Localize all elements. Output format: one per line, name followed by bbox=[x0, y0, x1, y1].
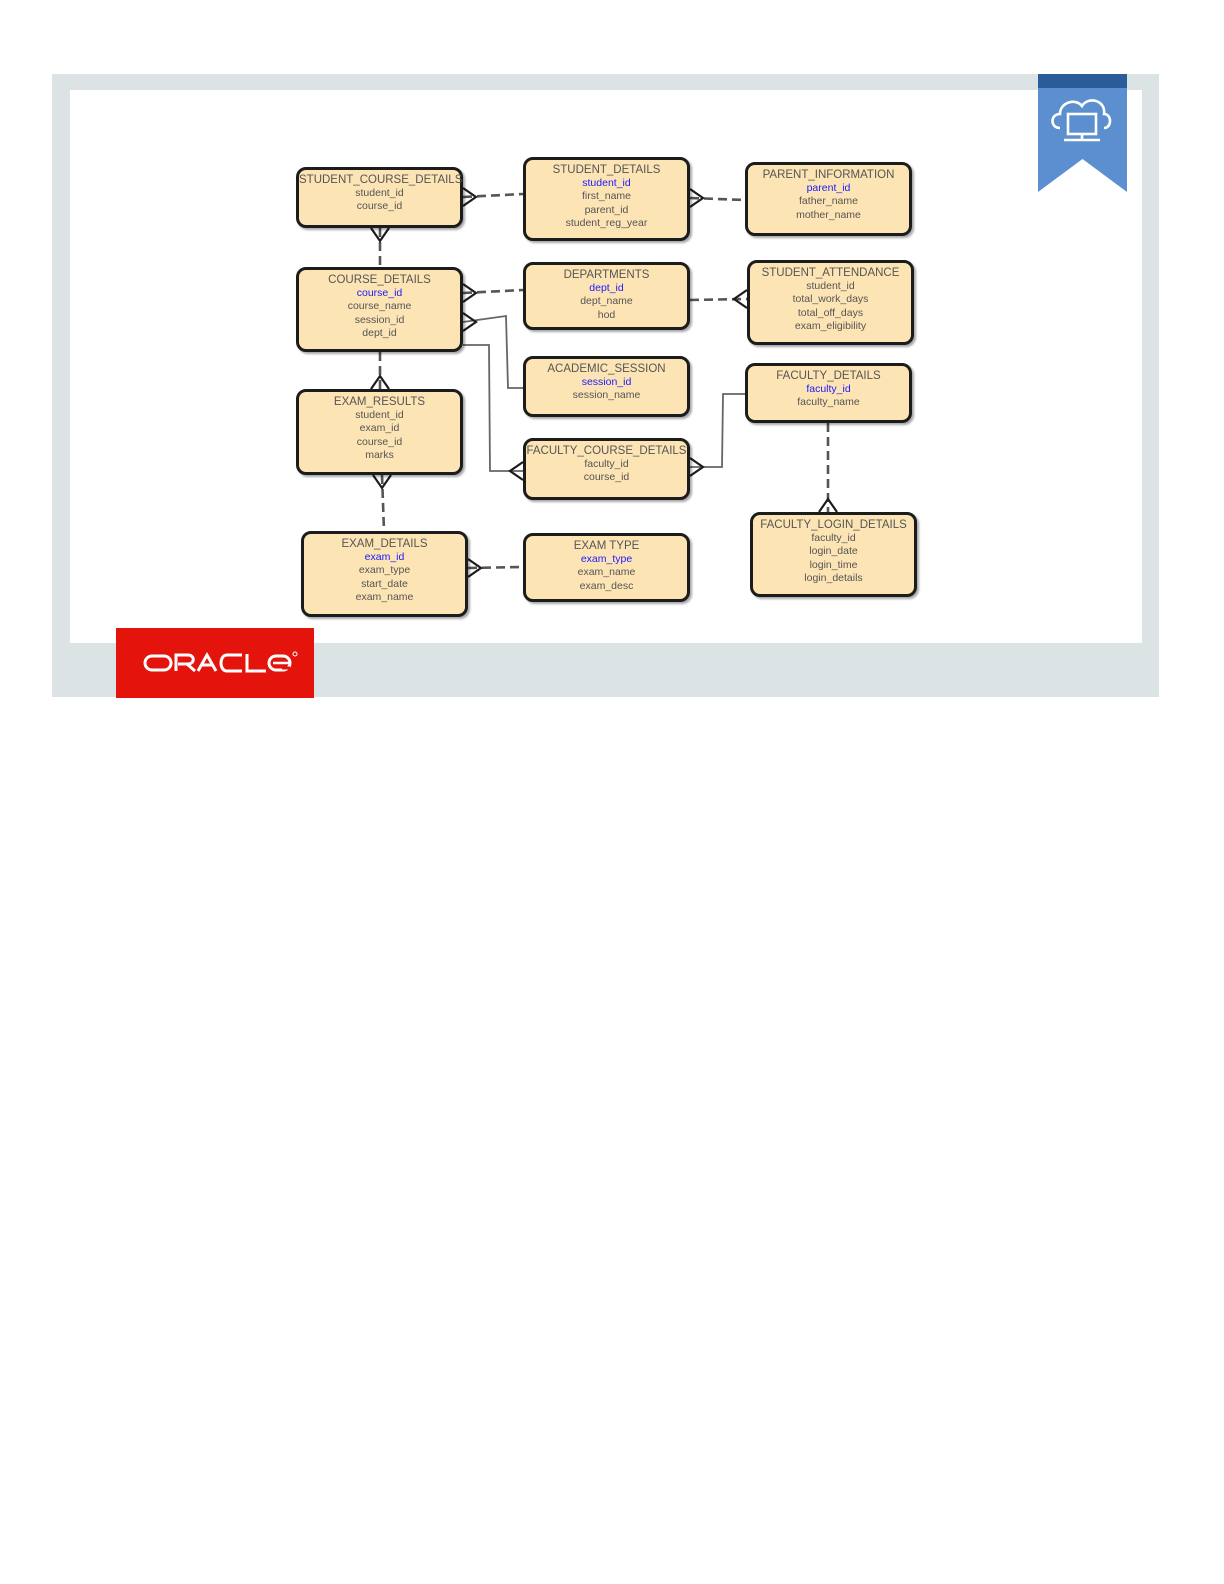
entity-attribute: session_name bbox=[572, 389, 641, 402]
entity-name: STUDENT_DETAILS bbox=[552, 164, 661, 176]
primary-key-attribute: course_id bbox=[356, 287, 403, 299]
entity-attribute: hod bbox=[597, 308, 616, 321]
entity-name: STUDENT_ATTENDANCE bbox=[761, 267, 900, 279]
entity-name: FACULTY_LOGIN_DETAILS bbox=[760, 519, 907, 531]
entity-student-attendance[interactable] bbox=[747, 260, 914, 345]
entity-academic-session[interactable] bbox=[523, 356, 690, 417]
entity-faculty-login-details[interactable] bbox=[750, 512, 917, 597]
entity-attribute: student_id bbox=[355, 409, 404, 421]
entity-name: DEPARTMENTS bbox=[563, 269, 650, 281]
entity-attribute: exam_name bbox=[577, 566, 636, 579]
relationship-fd-fcd bbox=[690, 394, 745, 467]
entity-attribute: dept_id bbox=[362, 326, 397, 339]
entity-name: EXAM_RESULTS bbox=[333, 396, 426, 408]
entity-attribute: student_id bbox=[355, 187, 404, 199]
entity-attribute: session_id bbox=[354, 313, 405, 326]
entity-attribute: exam_eligibility bbox=[794, 319, 867, 332]
entity-name: EXAM_DETAILS bbox=[341, 538, 428, 550]
relationship-er-ed bbox=[382, 475, 384, 531]
primary-key-attribute: parent_id bbox=[806, 182, 851, 194]
entity-attribute: login_date bbox=[809, 545, 858, 558]
entity-attribute: login_time bbox=[809, 558, 858, 571]
entity-faculty-course-details[interactable] bbox=[523, 438, 690, 500]
entity-exam-type[interactable] bbox=[523, 533, 690, 602]
relationship-cd-fcd bbox=[463, 345, 523, 471]
entity-name: FACULTY_COURSE_DETAILS bbox=[526, 445, 687, 457]
primary-key-attribute: dept_id bbox=[589, 282, 624, 294]
entity-attribute: marks bbox=[365, 448, 394, 461]
entity-attribute: exam_name bbox=[355, 590, 414, 603]
primary-key-attribute: exam_type bbox=[580, 553, 633, 565]
entity-attribute: course_id bbox=[356, 200, 403, 213]
entity-departments[interactable] bbox=[523, 262, 690, 330]
entity-student-details[interactable] bbox=[523, 157, 690, 241]
entity-attribute: exam_type bbox=[358, 564, 411, 577]
entity-name: STUDENT_COURSE_DETAILS bbox=[299, 174, 463, 186]
primary-key-attribute: exam_id bbox=[364, 551, 405, 563]
entity-course-details[interactable] bbox=[296, 267, 463, 352]
entity-attribute: course_id bbox=[356, 435, 403, 448]
entity-attribute: parent_id bbox=[584, 203, 629, 216]
entity-parent-information[interactable] bbox=[745, 162, 912, 236]
relationship-cd-as bbox=[463, 316, 523, 388]
entity-attribute: course_name bbox=[347, 300, 412, 313]
relationship-sd-pi bbox=[690, 198, 745, 200]
entity-name: ACADEMIC_SESSION bbox=[547, 363, 666, 375]
entity-attribute: student_id bbox=[806, 280, 855, 292]
entity-attribute: login_details bbox=[804, 571, 863, 584]
entity-attribute: start_date bbox=[361, 577, 408, 590]
entity-exam-details[interactable] bbox=[301, 531, 468, 617]
entity-attribute: dept_name bbox=[580, 295, 633, 308]
entity-attribute: first_name bbox=[581, 190, 632, 203]
entity-attribute: faculty_id bbox=[584, 458, 629, 470]
relationship-ed-et bbox=[468, 567, 523, 568]
primary-key-attribute: faculty_id bbox=[806, 383, 851, 395]
entity-name: FACULTY_DETAILS bbox=[776, 370, 881, 382]
entity-exam-results[interactable] bbox=[296, 389, 463, 475]
relationship-dep-sa bbox=[690, 299, 747, 300]
entity-name: PARENT_INFORMATION bbox=[762, 169, 895, 181]
entity-attribute: faculty_name bbox=[797, 396, 860, 409]
entity-attribute: faculty_id bbox=[811, 532, 856, 544]
entity-attribute: exam_desc bbox=[579, 579, 634, 592]
primary-key-attribute: session_id bbox=[581, 376, 632, 388]
entity-attribute: father_name bbox=[799, 195, 858, 208]
entity-student-course-details[interactable] bbox=[296, 167, 463, 228]
entity-name: COURSE_DETAILS bbox=[328, 274, 431, 286]
entity-attribute: total_off_days bbox=[797, 306, 864, 319]
entity-attribute: student_reg_year bbox=[565, 216, 648, 229]
entity-attribute: exam_id bbox=[359, 422, 400, 435]
entity-attribute: total_work_days bbox=[792, 293, 869, 306]
entity-faculty-details[interactable] bbox=[745, 363, 912, 423]
primary-key-attribute: student_id bbox=[582, 177, 631, 189]
entity-attribute: mother_name bbox=[796, 208, 861, 221]
entity-name: EXAM TYPE bbox=[573, 540, 640, 552]
entity-attribute: course_id bbox=[583, 471, 630, 484]
